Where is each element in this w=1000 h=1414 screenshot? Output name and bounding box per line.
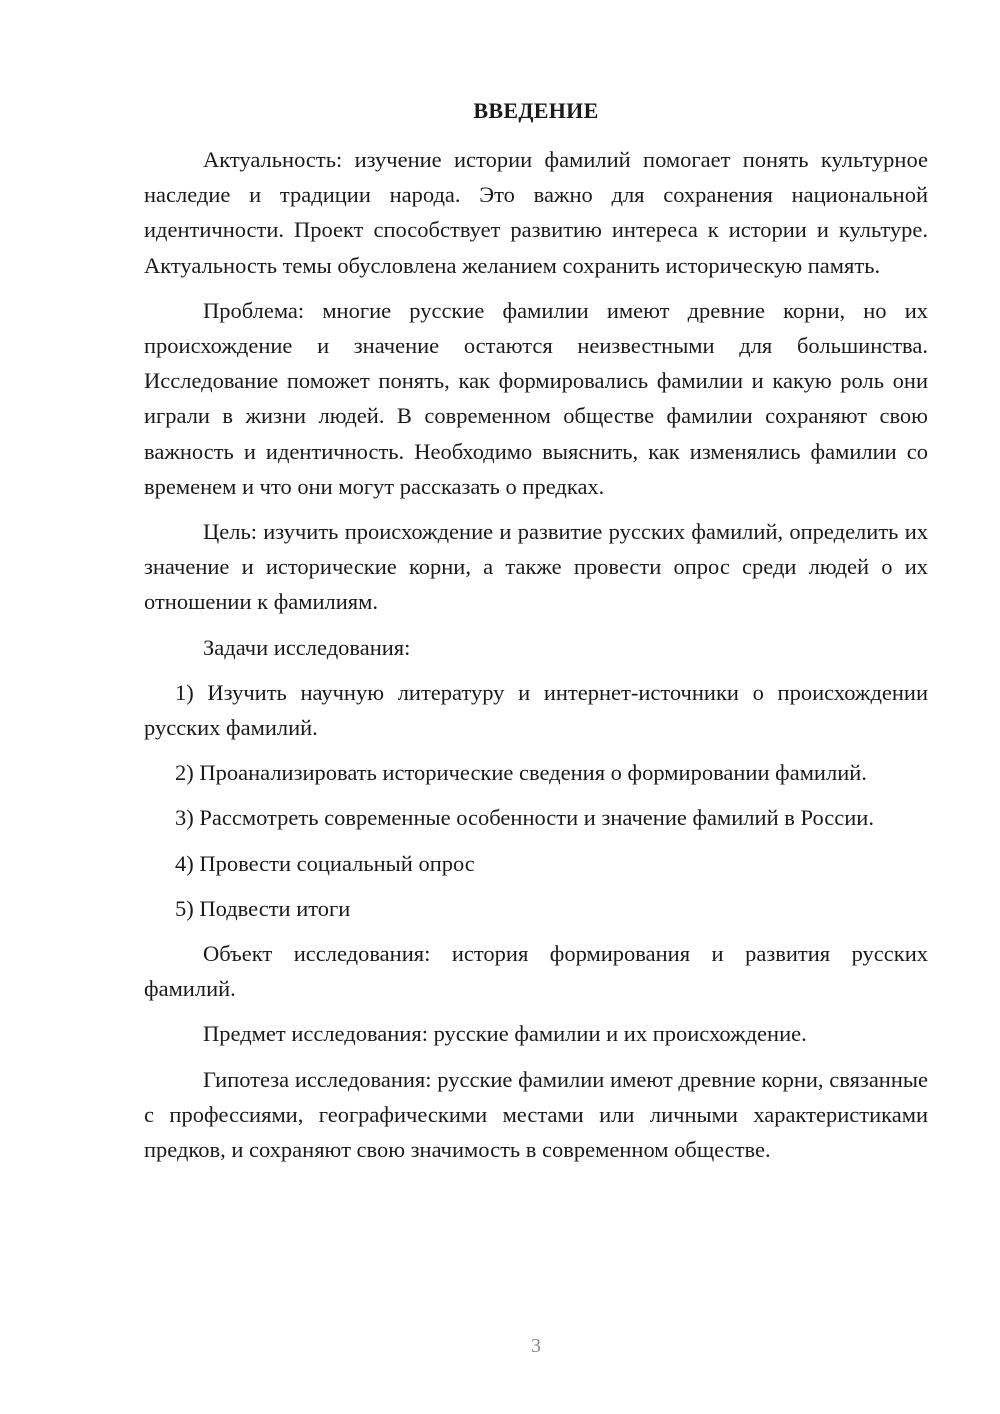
tasks-heading: Задачи исследования: [203, 634, 411, 660]
document-body [144, 142, 928, 1177]
page-number: 3 [531, 1335, 541, 1357]
task-item-2: 2) Проанализировать исторические сведения о формировании фамилий. [175, 760, 867, 786]
subject-paragraph: Предмет исследования: русские фамилии и их происхождение. [203, 1021, 807, 1047]
object-paragraph: Объект исследования: история формирования и развития русских фамилий. [144, 941, 928, 1002]
goal-paragraph: Цель: изучить происхождение и развитие русских фамилий, определить их значение и исторические корни, а также провести опрос среди людей о их отношении к фамилиям. [144, 519, 928, 615]
problem-paragraph: Проблема: многие русские фамилии имеют древние корни, но их происхождение и значение остаются неизвестными для большинства. Исследование поможет понять, как формировались фамилии и какую роль они играли в жизни людей. В современном обществе фамилии сохраняют свою важность и идентичность. Необходимо выяснить, как изменялись фамилии со временем и что они могут рассказать о предках. [144, 297, 928, 499]
hypothesis-paragraph: Гипотеза исследования: русские фамилии имеют древние корни, связанные с профессиями, географическими местами или личными характеристиками предков, и сохраняют свою значимость в современном обществе. [144, 1066, 928, 1163]
relevance-paragraph: Актуальность: изучение истории фамилий помогает понять культурное наследие и традиции народа. Это важно для сохранения национальной идентичности. Проект способствует развитию интереса к истории и культуре. Актуальность темы обусловлена желанием сохранить историческую память. [144, 147, 928, 278]
task-item-4: 4) Провести социальный опрос [175, 850, 475, 876]
task-item-5: 5) Подвести итоги [175, 895, 351, 921]
page-title: ВВЕДЕНИЕ [473, 98, 599, 123]
task-item-3: 3) Рассмотреть современные особенности и значение фамилий в России. [175, 805, 874, 831]
task-item-1: 1) Изучить научную литературу и интернет-источники о происхождении русских фамилий. [144, 679, 928, 741]
